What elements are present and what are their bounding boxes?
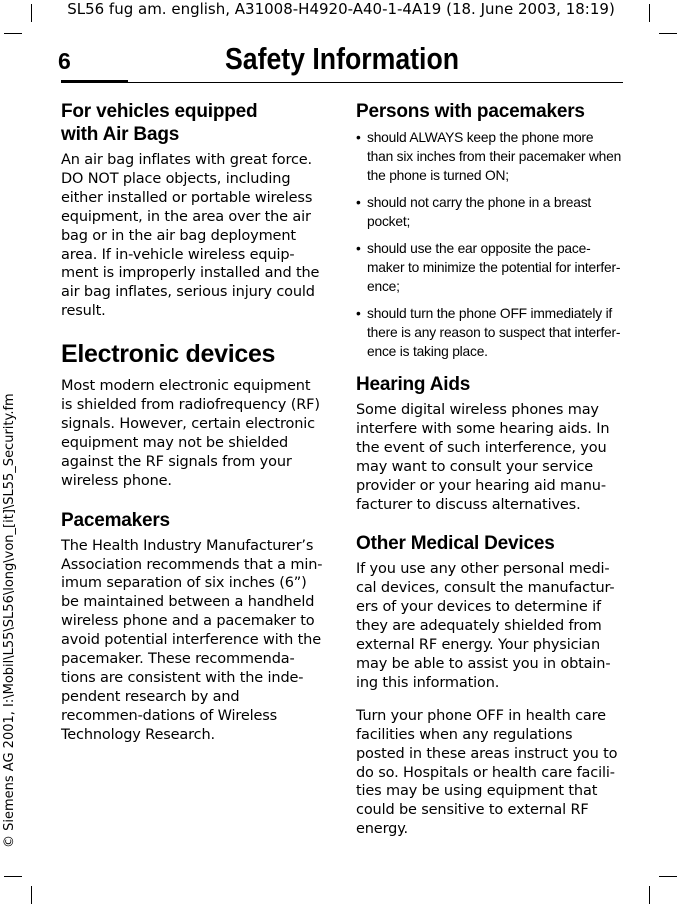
list-item xyxy=(356,304,622,361)
other-devices-body-1: If you use any other personal medi-cal devices, consult the manufactur-ers of your devices to determine if they are adequately shielded from external RF energy. Your physician may be able to assist you in obtain-ing this information. xyxy=(356,561,615,691)
bullet: • xyxy=(356,130,361,145)
page-title: Safety Information xyxy=(224,41,460,76)
crop-mark xyxy=(31,4,32,22)
other-devices-heading: Other Medical Devices xyxy=(356,533,555,555)
crop-mark xyxy=(31,886,32,904)
list-item xyxy=(356,128,622,185)
copyright-side-text: © Siemens AG 2001, I:\Mobil\L55\SL56\long\von_[it]\SL55_Security.fm xyxy=(2,393,17,848)
list-item xyxy=(356,193,622,231)
hearing-heading: Hearing Aids xyxy=(356,374,471,395)
electronic-body: Most modern electronic equipment is shielded from radiofrequency (RF) signals. However, certain electronic equipment may not be shielded against the RF signals from your wireless phone. xyxy=(61,378,320,489)
persons-heading: Persons with pacemakers xyxy=(356,101,585,122)
pacemaker-advice-list xyxy=(356,128,622,361)
file-info-header: SL56 fug am. english, A31008-H4920-A40-1-4A19 (18. June 2003, 18:19) xyxy=(67,0,615,18)
pacemakers-body: The Health Industry Manufacturer’s Association recommends that a min-imum separation of six inches (6”) be maintained between a handheld wireless phone and a pacemaker to avoid potential interference with the pacemaker. These recommenda-tions are consistent with the inde-pendent research by and recommen-dations of Wireless Technology Research. xyxy=(61,537,323,743)
airbags-body: An air bag inflates with great force. DO NOT place objects, including either installed or portable wireless equipment, in the area over the air bag or in the air bag deployment area. If in-vehicle wireless equip-ment is improperly installed and the air bag inflates, serious injury could result. xyxy=(61,152,320,320)
list-item-text: should use the ear opposite the pace-maker to minimize the potential for interfer-ence; xyxy=(367,241,621,294)
crop-mark xyxy=(649,4,650,22)
bullet: • xyxy=(356,241,361,256)
list-item-text: should ALWAYS keep the phone more than six inches from their pacemaker when the phone is turned ON; xyxy=(367,130,622,183)
list-item-text: should not carry the phone in a breast pocket; xyxy=(367,195,592,229)
title-rule xyxy=(61,82,623,83)
page-number: 6 xyxy=(58,48,71,74)
electronic-heading: Electronic devices xyxy=(61,340,276,369)
list-item-text: should turn the phone OFF immediately if there is any reason to suspect that interfer-ence is taking place. xyxy=(367,306,621,359)
crop-mark xyxy=(4,876,22,877)
left-column xyxy=(61,100,325,759)
list-item xyxy=(356,239,622,296)
airbags-heading: For vehicles equipped with Air Bags xyxy=(61,101,258,145)
pacemakers-heading: Pacemakers xyxy=(61,509,170,531)
crop-mark xyxy=(659,876,677,877)
crop-mark xyxy=(659,33,677,34)
right-column xyxy=(356,100,622,853)
crop-mark xyxy=(4,33,22,34)
hearing-body: Some digital wireless phones may interfere with some hearing aids. In the event of such interference, you may want to consult your service provider or your hearing aid manu-facturer to discuss alternatives. xyxy=(356,402,610,513)
other-devices-body-2: Turn your phone OFF in health care facilities when any regulations posted in these areas instruct you to do so. Hospitals or health care facili-ties may be using equipment that could be sensitive to external RF energy. xyxy=(356,707,618,838)
crop-mark xyxy=(649,886,650,904)
bullet: • xyxy=(356,306,361,321)
bullet: • xyxy=(356,195,361,210)
